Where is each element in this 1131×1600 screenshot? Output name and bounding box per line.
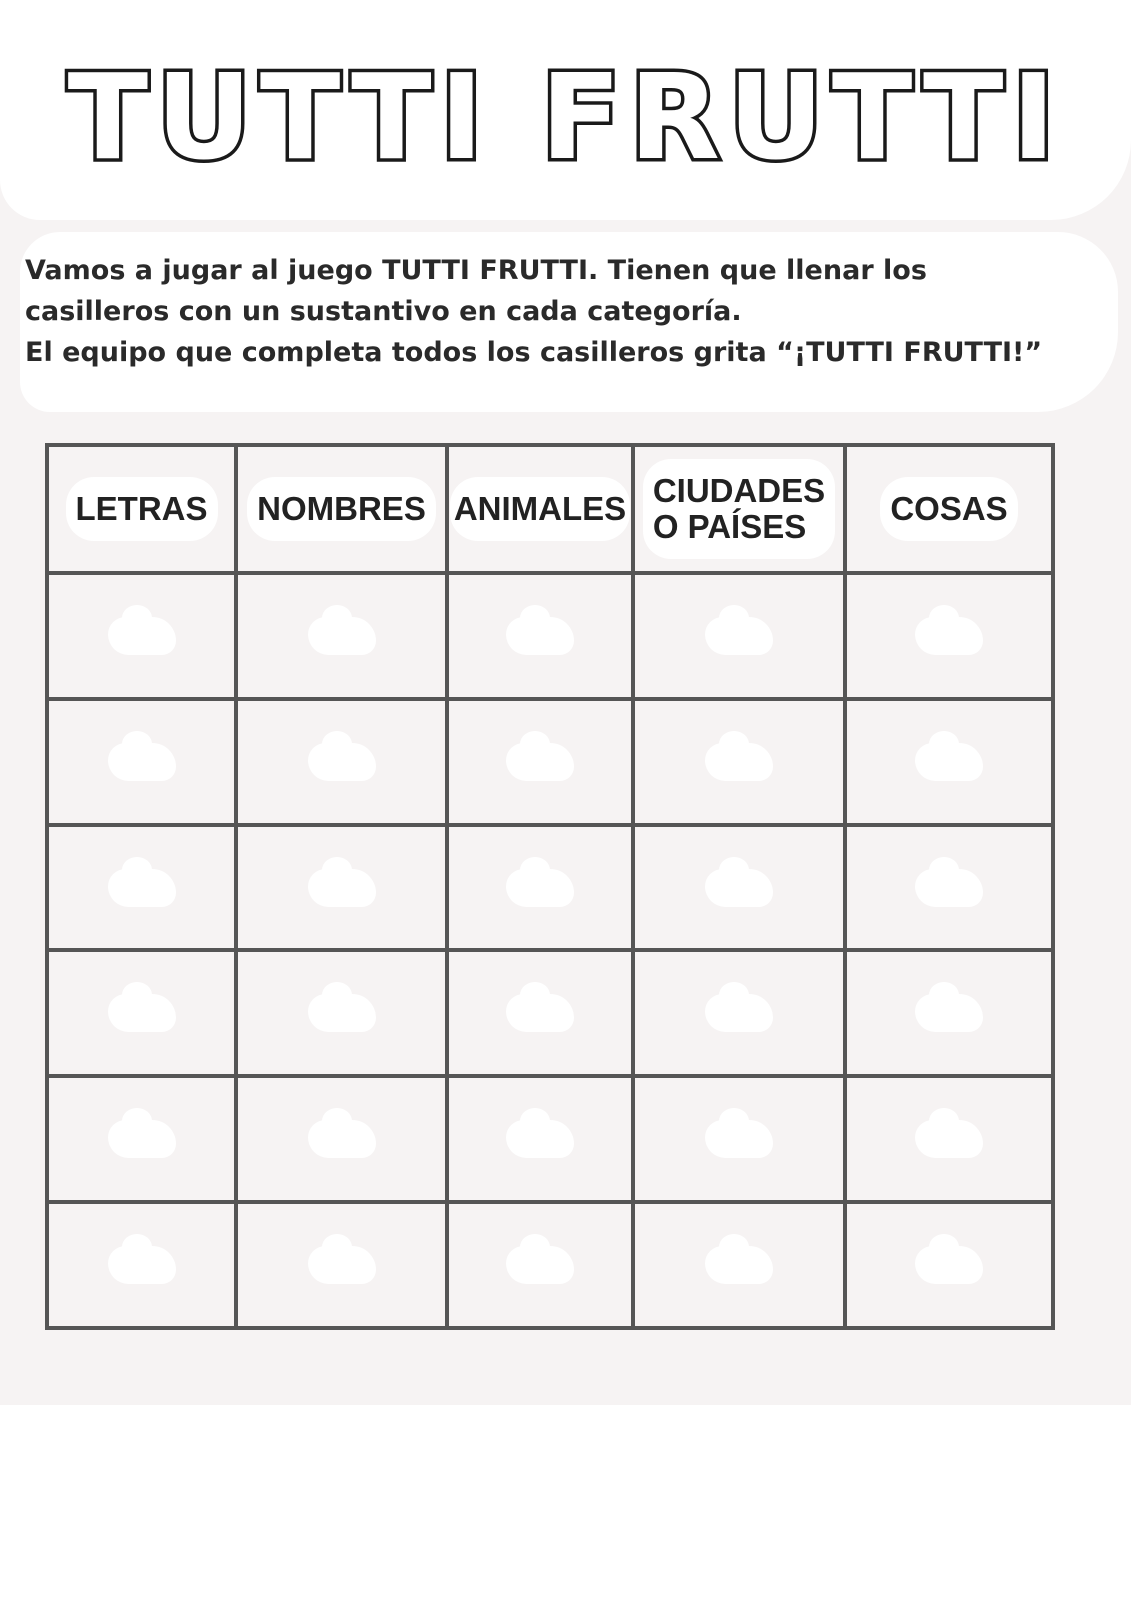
- cell-smudge: [915, 617, 983, 655]
- cell-smudge: [506, 1120, 574, 1158]
- header-label: [880, 477, 1017, 541]
- cell-smudge: [705, 994, 773, 1032]
- cell-smudge: [506, 743, 574, 781]
- cell-smudge: [108, 869, 176, 907]
- answer-cell[interactable]: [236, 573, 447, 699]
- cell-smudge: [108, 743, 176, 781]
- header-label: [643, 459, 835, 559]
- answer-cell[interactable]: [845, 950, 1053, 1076]
- answer-cell[interactable]: [633, 1076, 845, 1202]
- cell-smudge: [506, 869, 574, 907]
- answer-cell[interactable]: [633, 573, 845, 699]
- cell-smudge: [308, 869, 376, 907]
- cell-smudge: [705, 869, 773, 907]
- answer-cell[interactable]: [447, 1076, 633, 1202]
- header-label: [247, 477, 436, 541]
- cell-smudge: [915, 994, 983, 1032]
- cell-smudge: [308, 1120, 376, 1158]
- cell-smudge: [705, 617, 773, 655]
- page-title: TUTTI FRUTTI: [67, 48, 1064, 186]
- cell-smudge: [308, 743, 376, 781]
- answer-cell[interactable]: [447, 1202, 633, 1328]
- answer-row: [47, 1202, 1053, 1328]
- cell-smudge: [705, 743, 773, 781]
- answer-cell[interactable]: [447, 699, 633, 825]
- cell-smudge: [308, 617, 376, 655]
- header-text: COSAS: [890, 490, 1008, 527]
- answer-cell[interactable]: [447, 573, 633, 699]
- answer-cell[interactable]: [47, 699, 236, 825]
- header-ciudades-o-paises: [633, 445, 845, 573]
- instructions-line-1: Vamos a jugar al juego TUTTI FRUTTI. Tienen que llenar los: [25, 255, 927, 286]
- answer-cell[interactable]: [633, 825, 845, 951]
- answer-cell[interactable]: [236, 1202, 447, 1328]
- game-table: [45, 443, 1055, 1330]
- cell-smudge: [705, 1246, 773, 1284]
- answer-cell[interactable]: [236, 950, 447, 1076]
- answer-cell[interactable]: [47, 1202, 236, 1328]
- header-label: [450, 477, 630, 541]
- answer-cell[interactable]: [845, 573, 1053, 699]
- cell-smudge: [108, 1246, 176, 1284]
- instructions: [25, 250, 1115, 373]
- answer-cell[interactable]: [633, 950, 845, 1076]
- cell-smudge: [108, 617, 176, 655]
- answer-cell[interactable]: [633, 699, 845, 825]
- answer-row: [47, 699, 1053, 825]
- answer-cell[interactable]: [236, 699, 447, 825]
- answer-cell[interactable]: [236, 1076, 447, 1202]
- header-animales: [447, 445, 633, 573]
- cell-smudge: [308, 1246, 376, 1284]
- header-text-line-1: CIUDADES: [652, 472, 826, 509]
- answer-cell[interactable]: [447, 950, 633, 1076]
- table-body: [47, 573, 1053, 1328]
- cell-smudge: [108, 1120, 176, 1158]
- header-cosas: [845, 445, 1053, 573]
- answer-row: [47, 950, 1053, 1076]
- cell-smudge: [705, 1120, 773, 1158]
- answer-cell[interactable]: [845, 1202, 1053, 1328]
- cell-smudge: [308, 994, 376, 1032]
- answer-cell[interactable]: [236, 825, 447, 951]
- header-text: NOMBRES: [257, 490, 426, 527]
- header-label: [66, 477, 218, 541]
- answer-cell[interactable]: [47, 825, 236, 951]
- header-nombres: [236, 445, 447, 573]
- header-text: LETRAS: [75, 490, 208, 527]
- answer-cell[interactable]: [845, 825, 1053, 951]
- header-text: ANIMALES: [453, 490, 627, 527]
- header-letras: [47, 445, 236, 573]
- cell-smudge: [915, 1120, 983, 1158]
- cell-smudge: [108, 994, 176, 1032]
- cell-smudge: [506, 617, 574, 655]
- cell-smudge: [506, 1246, 574, 1284]
- header-row: [47, 445, 1053, 573]
- answer-cell[interactable]: [47, 1076, 236, 1202]
- cell-smudge: [915, 1246, 983, 1284]
- instructions-line-2: casilleros con un sustantivo en cada categoría.: [25, 296, 742, 327]
- answer-cell[interactable]: [447, 825, 633, 951]
- cell-smudge: [915, 869, 983, 907]
- answer-row: [47, 573, 1053, 699]
- header-text-line-2: O PAÍSES: [652, 508, 807, 545]
- answer-cell[interactable]: [845, 699, 1053, 825]
- answer-cell[interactable]: [845, 1076, 1053, 1202]
- answer-row: [47, 1076, 1053, 1202]
- cell-smudge: [915, 743, 983, 781]
- cell-smudge: [506, 994, 574, 1032]
- instructions-line-3: El equipo que completa todos los casilleros grita “¡TUTTI FRUTTI!”: [25, 337, 1043, 368]
- answer-cell[interactable]: [47, 573, 236, 699]
- answer-row: [47, 825, 1053, 951]
- answer-cell[interactable]: [633, 1202, 845, 1328]
- answer-cell[interactable]: [47, 950, 236, 1076]
